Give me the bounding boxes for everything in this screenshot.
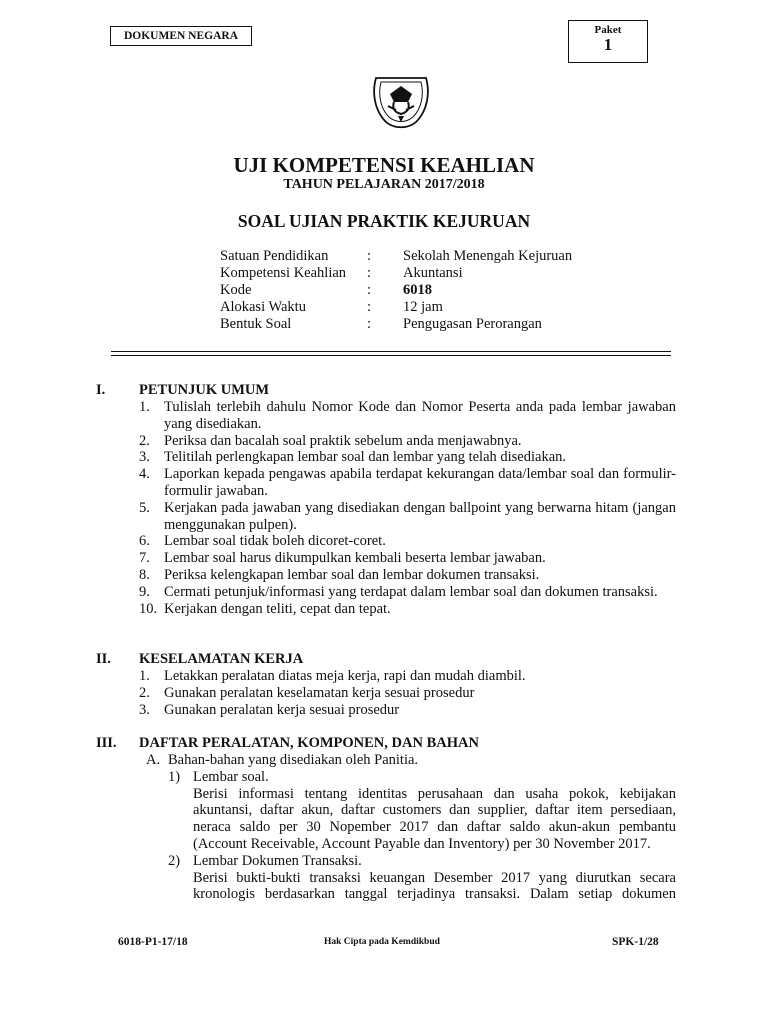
list-item: [139, 433, 676, 450]
section-numeral: III.: [96, 735, 117, 751]
item-description: Berisi informasi tentang identitas perusahaan dan usaha pokok, kebijakan akuntansi, daftar akun, daftar customers dan supplier, daftar item persediaan, neraca saldo per 30 Nopember 2017 dan daftar saldo akun-akun pembantu (Account Receivable, Account Payable dan Inventory) per 30 November 2017.: [193, 785, 676, 852]
item-number: 9.: [139, 583, 150, 600]
item-number: 7.: [139, 550, 150, 567]
item-number: 4.: [139, 466, 150, 483]
item-number: 10.: [139, 600, 158, 617]
info-label: Alokasi Waktu: [220, 299, 306, 315]
section-title: DAFTAR PERALATAN, KOMPONEN, DAN BAHAN: [139, 735, 479, 751]
item-text: Periksa kelengkapan lembar soal dan lembar dokumen transaksi.: [164, 566, 540, 583]
document-classification-badge: DOKUMEN NEGARA: [110, 26, 252, 46]
item-text: Gunakan peralatan keselamatan kerja sesuai prosedur: [164, 684, 475, 701]
list-item: [139, 584, 676, 601]
list-item: [139, 601, 676, 618]
divider-line: [111, 355, 671, 356]
list-item: [139, 567, 676, 584]
item-text: Kerjakan dengan teliti, cepat dan tepat.: [164, 600, 391, 617]
subsection-letter: A.: [146, 752, 161, 768]
footer-document-code: 6018-P1-17/18: [118, 936, 188, 948]
materials-subsection: [146, 752, 676, 903]
exam-title: UJI KOMPETENSI KEAHLIAN: [233, 153, 535, 177]
item-description: Berisi bukti-bukti transaksi keuangan Desember 2017 yang diurutkan secara kronologis berdasarkan tanggal terjadinya transaksi. Dalam setiap dokumen: [193, 869, 676, 903]
info-value: Sekolah Menengah Kejuruan: [403, 248, 573, 264]
paket-box: [568, 20, 648, 63]
list-item: [139, 533, 676, 550]
list-item: [139, 449, 676, 466]
item-text: Telitilah perlengkapan lembar soal dan lembar yang telah disediakan.: [164, 449, 567, 466]
info-value: Akuntansi: [403, 265, 463, 281]
info-label: Kompetensi Keahlian: [220, 265, 347, 281]
item-number: 8.: [139, 566, 150, 583]
list-item: [139, 550, 676, 567]
info-colon: :: [367, 316, 372, 332]
safety-list: [139, 668, 676, 718]
materials-list: [168, 769, 676, 903]
info-label: Kode: [220, 282, 252, 298]
divider-line: [111, 351, 671, 352]
list-item: [139, 500, 676, 534]
subsection-heading: [146, 752, 676, 769]
item-text: Kerjakan pada jawaban yang disediakan dengan ballpoint yang berwarna hitam (jangan menggunakan pulpen).: [164, 499, 676, 533]
exam-subtitle: SOAL UJIAN PRAKTIK KEJURUAN: [237, 211, 531, 231]
item-number: 2.: [139, 432, 150, 449]
paket-label: Paket: [594, 24, 622, 36]
section-numeral: I.: [96, 382, 106, 398]
info-row: [220, 316, 572, 333]
section-title: PETUNJUK UMUM: [139, 382, 270, 398]
list-item: [168, 853, 676, 903]
item-title: Lembar soal.: [193, 768, 269, 785]
item-text: Gunakan peralatan kerja sesuai prosedur: [164, 701, 400, 718]
item-text: Lembar soal harus dikumpulkan kembali beserta lembar jawaban.: [164, 550, 546, 567]
info-label: Satuan Pendidikan: [220, 248, 329, 264]
item-number: 1.: [139, 668, 150, 684]
instruction-list: [139, 399, 676, 617]
list-item: [139, 399, 676, 433]
info-row: [220, 265, 572, 282]
item-text: Laporkan kepada pengawas apabila terdapat kekurangan data/lembar soal dan formulir-formulir jawaban.: [164, 466, 676, 499]
item-text: Lembar soal tidak boleh dicoret-coret.: [164, 533, 386, 550]
item-title: Lembar Dokumen Transaksi.: [193, 852, 362, 869]
paket-number: 1: [603, 35, 613, 54]
info-colon: :: [367, 265, 372, 281]
info-row: [220, 248, 572, 265]
info-label: Bentuk Soal: [220, 316, 292, 332]
subsection-text: Bahan-bahan yang disediakan oleh Panitia.: [168, 752, 419, 768]
tut-wuri-handayani-logo-icon: [368, 72, 434, 132]
info-value: 6018: [403, 282, 432, 298]
list-item: [139, 702, 676, 719]
footer-copyright: Hak Cipta pada Kemdikbud: [324, 937, 440, 947]
section-title: KESELAMATAN KERJA: [139, 651, 304, 667]
item-number: 1): [168, 768, 181, 785]
info-row: [220, 299, 572, 316]
list-item: [139, 685, 676, 702]
info-value: Pengugasan Perorangan: [403, 316, 542, 332]
info-value: 12 jam: [403, 299, 443, 315]
section-numeral: II.: [96, 651, 111, 667]
item-number: 3.: [139, 449, 150, 466]
exam-info-table: [220, 248, 572, 333]
item-text: Letakkan peralatan diatas meja kerja, rapi dan mudah diambil.: [164, 668, 526, 684]
list-item: [139, 668, 676, 685]
item-number: 1.: [139, 399, 150, 415]
footer-page-number: SPK-1/28: [612, 936, 659, 948]
item-number: 2.: [139, 684, 150, 701]
item-text: Tulislah terlebih dahulu Nomor Kode dan Nomor Peserta anda pada lembar jawaban yang disediakan.: [164, 399, 676, 432]
info-colon: :: [367, 299, 372, 315]
item-number: 6.: [139, 533, 150, 550]
item-number: 3.: [139, 701, 150, 718]
list-item: [168, 769, 676, 853]
academic-year: TAHUN PELAJARAN 2017/2018: [283, 177, 485, 192]
item-number: 2): [168, 852, 181, 869]
info-colon: :: [367, 248, 372, 264]
item-text: Periksa dan bacalah soal praktik sebelum anda menjawabnya.: [164, 432, 522, 449]
info-colon: :: [367, 282, 372, 298]
list-item: [139, 466, 676, 500]
item-number: 5.: [139, 499, 150, 516]
info-row: [220, 282, 572, 299]
item-text: Cermati petunjuk/informasi yang terdapat dalam lembar soal dan dokumen transaksi.: [164, 583, 658, 600]
